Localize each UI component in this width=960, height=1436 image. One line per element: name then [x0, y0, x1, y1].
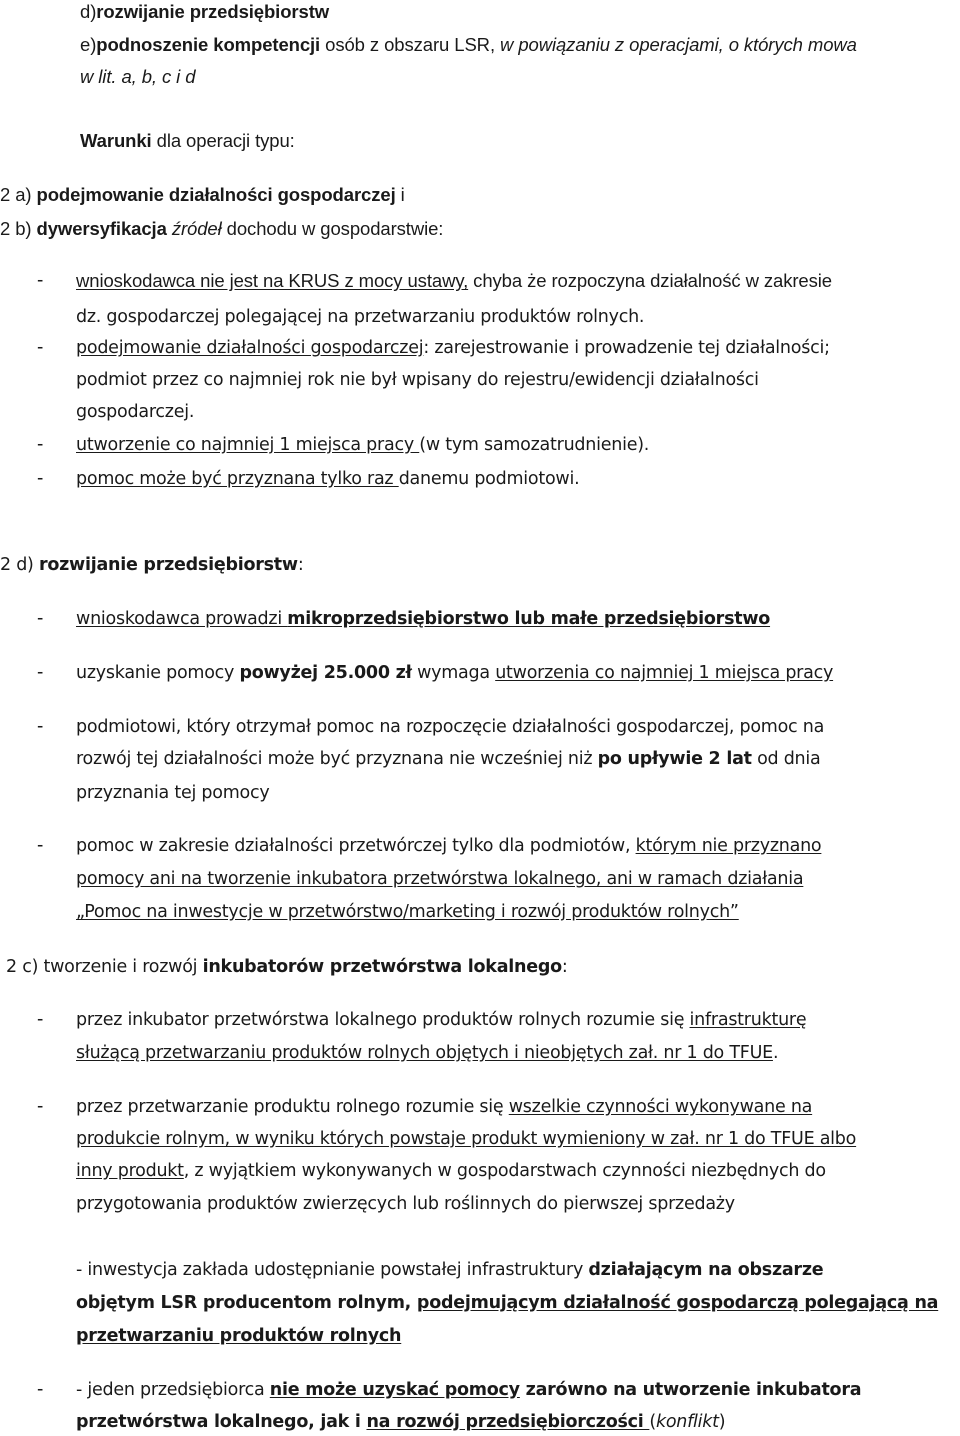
text-line — [0, 183, 405, 207]
list-dash: - — [37, 468, 44, 489]
list-dash: - — [37, 270, 44, 291]
text-segment: rozwijanie przedsiębiorstw — [96, 1, 330, 22]
text-line — [76, 467, 579, 491]
text-line — [6, 955, 568, 979]
text-segment: wszelkie czynności wykonywane na — [508, 1097, 813, 1117]
text-segment: podnoszenie kompetencji — [96, 34, 321, 55]
text-segment: : — [297, 555, 304, 575]
text-segment: przetwórstwa lokalnego, jak i — [76, 1412, 367, 1432]
text-segment: objętym LSR producentom rolnym, — [76, 1293, 417, 1313]
text-segment: e) — [80, 34, 97, 55]
text-segment: gospodarczej. — [76, 402, 195, 422]
text-segment: : zarejestrowanie i prowadzenie tej działalności; — [423, 338, 830, 358]
text-line — [76, 1095, 812, 1119]
text-segment: mikroprzedsiębiorstwo lub małe przedsiębiorstwo — [287, 609, 771, 629]
text-segment: chyba że rozpoczyna działalność w zakresie — [468, 270, 832, 291]
text-segment: podmiotowi, który otrzymał pomoc na rozpoczęcie działalności gospodarczej, pomoc na — [76, 717, 825, 737]
text-segment: infrastrukturę — [689, 1010, 807, 1030]
text-segment: ) — [718, 1412, 726, 1432]
text-segment: dywersyfikacja — [36, 218, 167, 239]
text-segment: (w tym samozatrudnienie). — [419, 435, 650, 455]
text-line — [76, 1192, 735, 1216]
text-segment: dla operacji typu: — [151, 130, 295, 151]
list-dash: - — [37, 835, 44, 856]
text-segment: Warunki — [80, 130, 152, 151]
text-segment: nie może uzyskać pomocy — [269, 1380, 520, 1400]
text-segment: dochodu w gospodarstwie: — [221, 218, 444, 239]
text-line — [76, 400, 194, 424]
text-segment: produkcie rolnym, w wyniku których powstaje produkt wymieniony w zał. nr 1 do TFUE albo — [76, 1129, 857, 1149]
text-line — [0, 553, 304, 577]
text-segment: 2 c) tworzenie i rozwój — [6, 957, 203, 977]
text-segment: wnioskodawca prowadzi — [76, 609, 288, 629]
text-segment: podejmującym działalność gospodarczą polegającą na — [416, 1293, 939, 1313]
text-segment: rozwijanie przedsiębiorstw — [38, 555, 298, 575]
text-segment: po upływie 2 lat — [597, 749, 752, 769]
text-segment: przez inkubator przetwórstwa lokalnego produktów rolnych rozumie się — [76, 1010, 690, 1030]
text-line — [76, 900, 739, 924]
text-segment: : — [561, 957, 568, 977]
list-dash: - — [37, 608, 44, 629]
text-line — [76, 607, 770, 631]
text-segment: 2 a) — [0, 184, 37, 205]
text-line — [76, 1127, 856, 1151]
text-line — [76, 305, 644, 329]
text-line — [76, 1410, 725, 1434]
text-line — [80, 65, 195, 89]
text-segment: osób z obszaru LSR, — [320, 34, 501, 55]
text-segment: przez przetwarzanie produktu rolnego rozumie się — [76, 1097, 509, 1117]
text-segment: utworzenia co najmniej 1 miejsca pracy — [495, 663, 834, 683]
text-segment: „Pomoc na inwestycje w przetwórstwo/marketing i rozwój produktów rolnych” — [76, 902, 739, 922]
text-line — [76, 781, 269, 805]
text-segment: źródeł — [171, 218, 222, 239]
text-segment: pomocy ani na tworzenie inkubatora przetwórstwa lokalnego, ani w ramach działania — [76, 869, 804, 889]
text-segment: przetwarzaniu produktów rolnych — [76, 1326, 402, 1346]
text-line — [76, 433, 649, 457]
text-segment: którym nie przyznano — [635, 836, 822, 856]
text-segment: przyznania tej pomocy — [76, 783, 270, 803]
text-line — [0, 217, 443, 241]
text-segment: uzyskanie pomocy — [76, 663, 240, 683]
text-segment: podejmowanie działalności gospodarczej — [36, 184, 396, 205]
text-segment: i — [395, 184, 405, 205]
text-line — [76, 867, 803, 891]
list-dash: - — [37, 337, 44, 358]
text-line — [76, 661, 833, 685]
text-segment: na rozwój przedsiębiorczości — [366, 1412, 650, 1432]
list-dash: - — [37, 1379, 44, 1400]
text-line — [80, 33, 857, 57]
text-segment: w lit. a, b, c i d — [80, 66, 196, 87]
text-segment: inkubatorów przetwórstwa lokalnego — [202, 957, 562, 977]
text-line — [76, 715, 824, 739]
text-line — [80, 0, 329, 24]
text-segment: inny produkt — [76, 1161, 184, 1181]
list-dash: - — [37, 662, 44, 683]
text-segment: w powiązaniu z operacjami, o których mowa — [500, 34, 857, 55]
text-segment: wnioskodawca nie jest na KRUS z mocy ustawy, — [76, 270, 469, 291]
text-segment: działającym na obszarze — [588, 1260, 824, 1280]
text-line — [76, 1378, 861, 1402]
text-segment: rozwój tej działalności może być przyznana nie wcześniej niż — [76, 749, 598, 769]
text-line — [76, 1041, 778, 1065]
text-segment: danemu podmiotowi. — [398, 469, 580, 489]
text-segment: , z wyjątkiem wykonywanych w gospodarstwach czynności niezbędnych do — [183, 1161, 826, 1181]
text-segment: zarówno na utworzenie inkubatora — [519, 1380, 862, 1400]
text-segment: utworzenie co najmniej 1 miejsca pracy — [76, 435, 420, 455]
text-segment: pomoc może być przyznana tylko raz — [76, 469, 399, 489]
text-segment: dz. gospodarczej polegającej na przetwarzaniu produktów rolnych. — [76, 307, 645, 327]
text-line — [76, 368, 759, 392]
text-segment: . — [772, 1043, 779, 1063]
list-dash: - — [37, 434, 44, 455]
text-line — [80, 129, 295, 153]
text-segment: podmiot przez co najmniej rok nie był wpisany do rejestru/ewidencji działalności — [76, 370, 759, 390]
text-line — [76, 834, 821, 858]
text-segment: przygotowania produktów zwierzęcych lub roślinnych do pierwszej sprzedaży — [76, 1194, 735, 1214]
list-dash: - — [37, 716, 44, 737]
text-line — [76, 1159, 826, 1183]
text-segment: pomoc w zakresie działalności przetwórczej tylko dla podmiotów, — [76, 836, 636, 856]
text-segment: - inwestycja zakłada udostępnianie powstałej infrastruktury — [76, 1260, 589, 1280]
text-segment: d) — [80, 1, 97, 22]
text-line — [76, 269, 832, 293]
text-segment: wymaga — [411, 663, 496, 683]
text-segment: służącą przetwarzaniu produktów rolnych objętych i nieobjętych zał. nr 1 do TFUE — [76, 1043, 773, 1063]
text-segment: 2 d) — [0, 555, 39, 575]
text-segment: podejmowanie działalności gospodarczej — [76, 338, 424, 358]
text-segment: konflikt — [655, 1412, 719, 1432]
text-line — [76, 1258, 823, 1282]
text-segment: - jeden przedsiębiorca — [76, 1380, 270, 1400]
text-segment: ( — [649, 1412, 656, 1432]
text-line — [76, 1291, 938, 1315]
list-dash: - — [37, 1009, 44, 1030]
text-line — [76, 747, 820, 771]
text-segment: powyżej 25.000 zł — [239, 663, 412, 683]
text-line — [76, 336, 830, 360]
text-line — [76, 1324, 401, 1348]
text-segment: od dnia — [751, 749, 821, 769]
text-line — [76, 1008, 806, 1032]
list-dash: - — [37, 1096, 44, 1117]
text-segment: 2 b) — [0, 218, 37, 239]
